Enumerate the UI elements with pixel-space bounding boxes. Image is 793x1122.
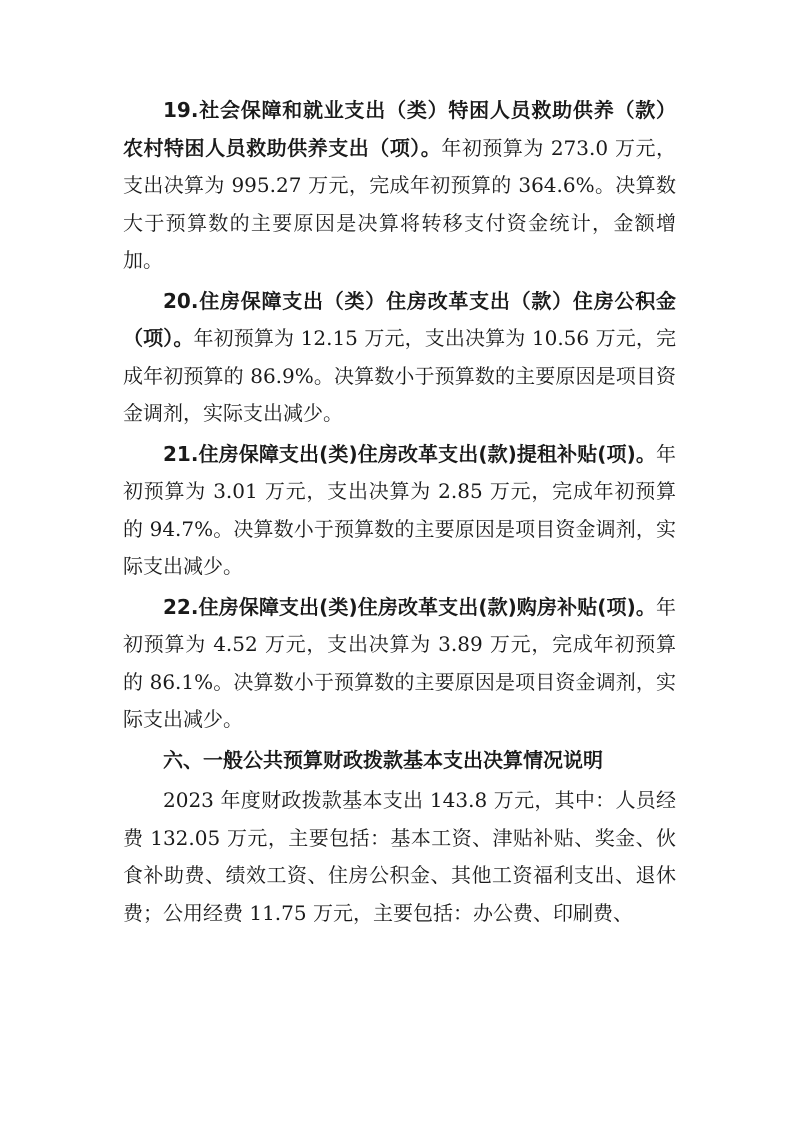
section-heading: 六、一般公共预算财政拨款基本支出决算情况说明 xyxy=(163,747,603,772)
paragraph-item-22 xyxy=(123,589,676,739)
paragraph-lead: 19.社会保障和就业支出（类）特困人员救助供养（款）农村特困人员救助供养支出（项）。 xyxy=(123,98,676,160)
paragraph-body: 年初预算为 3.01 万元，支出决算为 2.85 万元，完成年初预算的 94.7%。决算数小于预算数的主要原因是项目资金调剂，实际支出减少。 xyxy=(123,441,676,578)
paragraph-lead: 21.住房保障支出(类)住房改革支出(款)提租补贴(项)。 xyxy=(163,441,656,466)
paragraph-item-20 xyxy=(123,283,676,433)
paragraph-body: 年初预算为 273.0 万元，支出决算为 995.27 万元，完成年初预算的 364.6%。决算数大于预算数的主要原因是决算将转移支付资金统计，金额增加。 xyxy=(123,135,677,272)
paragraph-item-21 xyxy=(123,436,676,586)
paragraph-body: 年初预算为 12.15 万元，支出决算为 10.56 万元，完成年初预算的 86.9%。决算数小于预算数的主要原因是项目资金调剂，实际支出减少。 xyxy=(123,326,676,425)
paragraph-basic-expenditure: 2023 年度财政拨款基本支出 143.8 万元，其中：人员经费 132.05 万元，主要包括：基本工资、津贴补贴、奖金、伙食补助费、绩效工资、住房公积金、其他工资福利支出、退休费；公用经费 11.75 万元，主要包括：办公费、印刷费、 xyxy=(123,788,676,925)
document-body xyxy=(123,92,676,932)
paragraph-lead: 22.住房保障支出(类)住房改革支出(款)购房补贴(项)。 xyxy=(163,594,656,619)
paragraph-item-19 xyxy=(123,92,676,280)
paragraph-lead: 20.住房保障支出（类）住房改革支出（款）住房公积金（项）。 xyxy=(123,288,676,350)
paragraph-body: 年初预算为 4.52 万元，支出决算为 3.89 万元，完成年初预算的 86.1%。决算数小于预算数的主要原因是项目资金调剂，实际支出减少。 xyxy=(123,594,676,731)
